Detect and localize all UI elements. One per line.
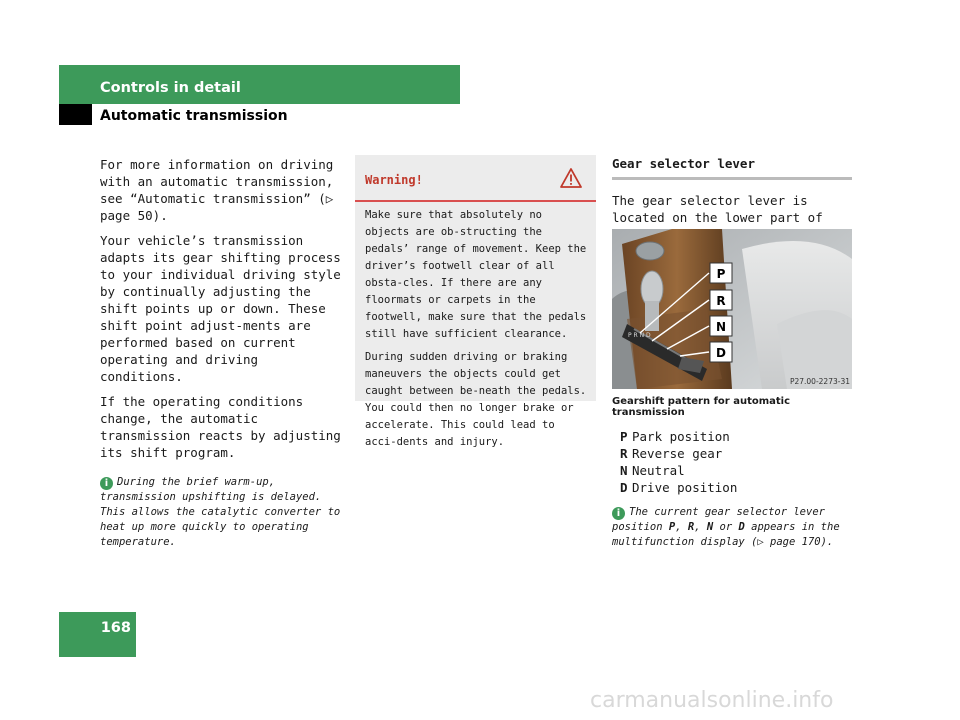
- gear-key: R: [620, 446, 628, 461]
- watermark: carmanualsonline.info: [590, 688, 834, 713]
- gear-key: N: [620, 463, 628, 478]
- warning-box: [355, 155, 596, 448]
- note-gear-p: P: [668, 521, 676, 533]
- gear-label: Drive position: [632, 480, 738, 495]
- page-number: 168: [100, 620, 131, 636]
- gear-list: [620, 428, 737, 496]
- gear-label-n: N: [715, 320, 727, 334]
- warning-triangle-icon: [560, 168, 582, 188]
- warning-title: Warning!: [365, 173, 423, 187]
- gear-key: D: [620, 480, 628, 495]
- info-icon: i: [612, 507, 625, 520]
- info-note-gear: [612, 505, 854, 550]
- gear-selector-photo: [612, 229, 852, 389]
- gear-label: Neutral: [632, 463, 685, 478]
- list-item: [620, 462, 737, 479]
- image-code: P27.00-2273-31: [789, 377, 850, 386]
- list-item: [620, 479, 737, 496]
- column-left: [100, 156, 345, 550]
- section-title: Controls in detail: [100, 80, 241, 96]
- paragraph: If the operating conditions change, the automatic transmission reacts by adjusting its shift program.: [100, 394, 341, 460]
- note-text: ,: [694, 521, 707, 533]
- subsection-title: Automatic transmission: [100, 108, 288, 124]
- warning-paragraph: Make sure that absolutely no objects are ob-structing the pedals’ range of movement. Keep the driver’s footwell clear of all obsta-cles. If there are any floormats or carpets in the footwell, make sure that the pedals still have sufficient clearance.: [365, 209, 587, 340]
- info-note: [100, 475, 345, 550]
- list-item: [620, 445, 737, 462]
- gear-label-d: D: [716, 346, 726, 360]
- list-item: [620, 428, 737, 445]
- gear-key: P: [620, 429, 628, 444]
- note-text: ,: [675, 521, 688, 533]
- gear-label: Park position: [632, 429, 730, 444]
- paragraph: For more information on driving with an automatic transmission, see “Automatic transmission” (▷ page 50).: [100, 157, 334, 223]
- gear-selector-heading: Gear selector lever: [612, 156, 852, 180]
- note-gear-n: N: [706, 521, 714, 533]
- svg-text:P R N D: P R N D: [628, 332, 651, 339]
- warning-body: [365, 207, 591, 457]
- info-note-text: During the brief warm-up, transmission upshifting is delayed. This allows the catalytic converter to heat up more quickly to operating temperature.: [100, 476, 341, 548]
- note-gear-r: R: [687, 521, 695, 533]
- note-text: or: [713, 521, 739, 533]
- note-text: The current gear selector lever position: [612, 506, 825, 533]
- gear-label: Reverse gear: [632, 446, 723, 461]
- paragraph: Your vehicle’s transmission adapts its gear shifting process to your individual driving style by continually adjusting the shift points up or down. These shift point adjust-ments are performed based on current operating and driving conditions.: [100, 233, 341, 384]
- warning-paragraph: During sudden driving or braking maneuvers the objects could get caught between be-neath the pedals. You could then no longer brake or accelerate. This could lead to acci-dents and injury.: [365, 351, 587, 448]
- info-icon: i: [100, 477, 113, 490]
- note-text: appears in the multifunction display (▷ page 170).: [612, 521, 840, 548]
- header-marker: [59, 104, 92, 125]
- note-gear-d: D: [738, 521, 745, 533]
- gear-label-r: R: [716, 294, 726, 308]
- photo-caption: Gearshift pattern for automatic transmission: [612, 396, 791, 418]
- gear-label-p: P: [716, 267, 726, 281]
- warning-header: [355, 155, 596, 202]
- gear-selector-text: The gear selector lever is located on the lower part of: [612, 193, 823, 225]
